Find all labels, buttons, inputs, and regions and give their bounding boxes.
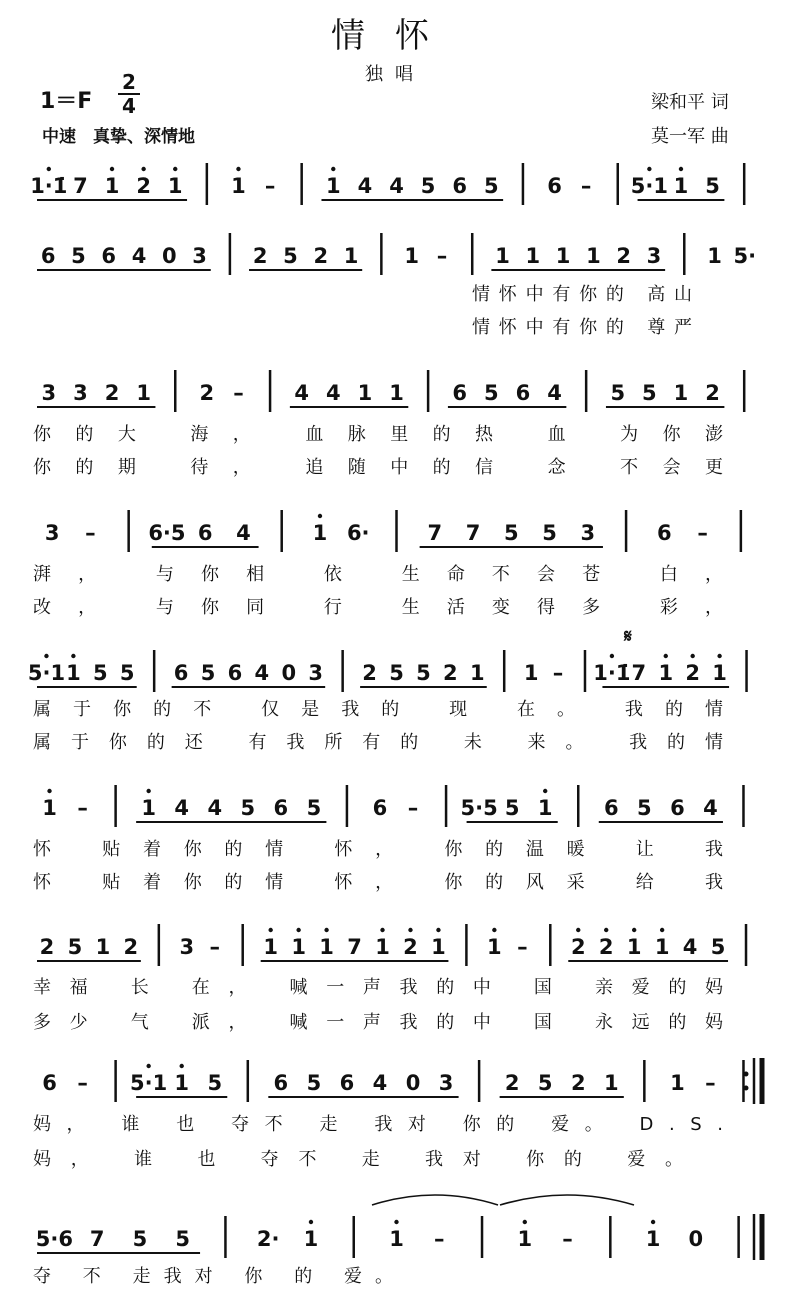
note: 1 bbox=[104, 174, 120, 198]
tie-arc bbox=[500, 1195, 634, 1205]
note: 2· bbox=[256, 1227, 280, 1251]
note: 1 bbox=[231, 174, 246, 198]
note: 2 bbox=[403, 935, 418, 959]
note: 1 bbox=[654, 935, 670, 959]
note: 1 bbox=[141, 796, 156, 820]
note: 6 bbox=[339, 1071, 355, 1095]
note: 0 bbox=[688, 1227, 704, 1251]
note: 5·1 bbox=[630, 174, 668, 198]
note: 6 bbox=[197, 521, 213, 545]
octave-dot bbox=[47, 167, 51, 171]
octave-dot bbox=[309, 1220, 313, 1224]
sustain-dash: – bbox=[233, 381, 244, 405]
note: 6 bbox=[515, 381, 531, 405]
repeat-dot bbox=[744, 1086, 749, 1091]
note: 2 bbox=[199, 381, 215, 405]
note: 5·5 bbox=[460, 796, 498, 820]
note: 1 bbox=[555, 244, 571, 268]
note: 1·1̇ bbox=[30, 174, 68, 198]
repeat-dot bbox=[744, 1072, 749, 1077]
note: 5 bbox=[642, 381, 657, 405]
note: 1 bbox=[42, 796, 57, 820]
octave-dot bbox=[660, 928, 664, 932]
note: 1 bbox=[136, 381, 151, 405]
lyric-verse-1: 夺 不 走我对 你 的 爱。 bbox=[33, 1266, 393, 1287]
note: 1 bbox=[95, 935, 111, 959]
note: 1 bbox=[66, 661, 81, 685]
note: 7 bbox=[631, 661, 647, 685]
octave-dot bbox=[173, 167, 177, 171]
song-title: 情怀 bbox=[331, 16, 459, 56]
note: 3 bbox=[179, 935, 195, 959]
note: 7 bbox=[73, 174, 88, 198]
note: 1 bbox=[658, 661, 674, 685]
note: 6 bbox=[452, 174, 468, 198]
note: 1 bbox=[495, 244, 510, 268]
octave-dot bbox=[141, 167, 145, 171]
sustain-dash: – bbox=[209, 935, 220, 959]
lyric-verse-2: 情怀中有你的 尊严 bbox=[472, 317, 692, 338]
note: 1 bbox=[357, 381, 373, 405]
note: 6 bbox=[273, 796, 289, 820]
note: 5·1 bbox=[27, 661, 66, 685]
note: 5 bbox=[306, 1071, 322, 1095]
note: 5· bbox=[733, 244, 757, 268]
note: 1 bbox=[319, 935, 334, 959]
note: 5 bbox=[503, 521, 519, 545]
note: 1 bbox=[389, 1227, 404, 1251]
note: 5 bbox=[67, 935, 83, 959]
note: 4 bbox=[547, 381, 562, 405]
note: 2 bbox=[598, 935, 614, 959]
note: 6·5 bbox=[148, 521, 186, 545]
octave-dot bbox=[180, 1064, 184, 1068]
time-numerator: 2 bbox=[122, 70, 136, 94]
note: 4 bbox=[682, 935, 698, 959]
note: 1 bbox=[626, 935, 642, 959]
note: 2 bbox=[705, 381, 720, 405]
note: 4 bbox=[207, 796, 223, 820]
note: 2 bbox=[504, 1071, 520, 1095]
note: 7 bbox=[427, 521, 443, 545]
octave-dot bbox=[380, 928, 384, 932]
note: 6 bbox=[603, 796, 619, 820]
octave-dot bbox=[543, 789, 547, 793]
note: 4 bbox=[236, 521, 251, 545]
note: 1 bbox=[523, 661, 539, 685]
note: 1 bbox=[517, 1227, 533, 1251]
note: 5 bbox=[240, 796, 256, 820]
note: 1 bbox=[263, 935, 278, 959]
octave-dot bbox=[394, 1220, 398, 1224]
note: 3 bbox=[41, 381, 57, 405]
note: 1 bbox=[167, 174, 183, 198]
lyric-verse-1: 妈， 谁 也 夺不 走 我对 你的 爱。 D.S. bbox=[33, 1114, 723, 1135]
note: 1 bbox=[487, 935, 502, 959]
sustain-dash: – bbox=[697, 521, 708, 545]
note: 5 bbox=[119, 661, 135, 685]
sustain-dash: – bbox=[562, 1227, 573, 1251]
note: 1 bbox=[603, 1071, 619, 1095]
note: 1 bbox=[291, 935, 306, 959]
note: 7 bbox=[465, 521, 481, 545]
note: 3 bbox=[44, 521, 60, 545]
note: 1 bbox=[404, 244, 419, 268]
note: 5 bbox=[132, 1227, 148, 1251]
note: 6 bbox=[173, 661, 189, 685]
composer-credit: 莫一军 曲 bbox=[651, 126, 729, 147]
sustain-dash: – bbox=[77, 1071, 88, 1095]
note: 2 bbox=[104, 381, 120, 405]
note: 2 bbox=[570, 935, 586, 959]
note: 6 bbox=[547, 174, 562, 198]
note: 0 bbox=[162, 244, 177, 268]
note: 5·6 bbox=[35, 1227, 73, 1251]
note: 5 bbox=[389, 661, 404, 685]
lyric-verse-1: 属于你的不 仅是我的 现 在。 我的情 bbox=[33, 699, 723, 720]
octave-dot bbox=[318, 514, 322, 518]
note: 5 bbox=[416, 661, 431, 685]
note: 3 bbox=[646, 244, 662, 268]
note: 1 bbox=[707, 244, 722, 268]
note: 5 bbox=[200, 661, 216, 685]
note: 1 bbox=[343, 244, 359, 268]
note: 5 bbox=[504, 796, 520, 820]
lyric-verse-2: 你的期 待， 追随中的信 念 不会更 bbox=[33, 457, 723, 478]
note: 6 bbox=[273, 1071, 289, 1095]
note: 6 bbox=[670, 796, 685, 820]
note: 6 bbox=[657, 521, 672, 545]
note: 2 bbox=[39, 935, 55, 959]
octave-dot bbox=[44, 654, 48, 658]
note: 1 bbox=[303, 1227, 319, 1251]
note: 4 bbox=[372, 1071, 388, 1095]
lyric-verse-1: 幸福 长 在， 喊一声我的中 国 亲爱的妈 bbox=[33, 977, 724, 998]
note: 5 bbox=[175, 1227, 190, 1251]
note: 4 bbox=[294, 381, 309, 405]
octave-dot bbox=[576, 928, 580, 932]
key-signature: 1＝F bbox=[40, 89, 93, 114]
sustain-dash: – bbox=[705, 1071, 716, 1095]
octave-dot bbox=[690, 654, 694, 658]
note: 4 bbox=[389, 174, 404, 198]
note: 5 bbox=[610, 381, 626, 405]
sustain-dash: – bbox=[517, 935, 528, 959]
sustain-dash: – bbox=[264, 174, 276, 198]
note: 1 bbox=[673, 174, 689, 198]
note: 5 bbox=[537, 1071, 553, 1095]
octave-dot bbox=[324, 928, 328, 932]
note: 2 bbox=[685, 661, 700, 685]
lyric-verse-2: 改， 与你同 行 生活变得多 彩， bbox=[33, 597, 723, 618]
note: 2 bbox=[443, 661, 458, 685]
octave-dot bbox=[523, 1220, 527, 1224]
note: 1 bbox=[469, 661, 485, 685]
sustain-dash: – bbox=[580, 174, 592, 198]
note: 3 bbox=[580, 521, 596, 545]
note: 6· bbox=[346, 521, 370, 545]
note: 1 bbox=[525, 244, 541, 268]
note: 0 bbox=[281, 661, 297, 685]
lyric-verse-2: 属于你的还 有我所有的 未 来。 我的情 bbox=[33, 732, 723, 753]
note: 1 bbox=[645, 1227, 661, 1251]
octave-dot bbox=[47, 789, 51, 793]
lyric-verse-1: 你的大 海， 血脉里的热 血 为你澎 bbox=[33, 424, 723, 445]
octave-dot bbox=[236, 167, 240, 171]
note: 5 bbox=[710, 935, 726, 959]
octave-dot bbox=[296, 928, 300, 932]
note: 3 bbox=[308, 661, 324, 685]
note: 6 bbox=[40, 244, 56, 268]
note: 2 bbox=[313, 244, 329, 268]
note: 4 bbox=[131, 244, 147, 268]
sustain-dash: – bbox=[77, 796, 88, 820]
lyric-verse-1: 情怀中有你的 高山 bbox=[472, 284, 692, 305]
octave-dot bbox=[717, 654, 721, 658]
note: 5 bbox=[207, 1071, 223, 1095]
note: 5 bbox=[93, 661, 108, 685]
note: 1 bbox=[537, 796, 553, 820]
note: 2 bbox=[570, 1071, 586, 1095]
lyricist-credit: 梁和平 词 bbox=[651, 92, 729, 113]
note: 5 bbox=[484, 174, 499, 198]
note: 5 bbox=[306, 796, 322, 820]
note: 1 bbox=[312, 521, 328, 545]
note: 1 bbox=[375, 935, 390, 959]
octave-dot bbox=[632, 928, 636, 932]
note: 2 bbox=[123, 935, 139, 959]
sustain-dash: – bbox=[552, 661, 564, 685]
note: 5 bbox=[542, 521, 557, 545]
note: 1 bbox=[431, 935, 446, 959]
note: 6 bbox=[101, 244, 117, 268]
note: 1 bbox=[389, 381, 404, 405]
sustain-dash: – bbox=[434, 1227, 445, 1251]
note: 0 bbox=[405, 1071, 421, 1095]
note: 1 bbox=[325, 174, 341, 198]
octave-dot bbox=[331, 167, 335, 171]
note: 1 bbox=[174, 1071, 190, 1095]
sustain-dash: – bbox=[85, 521, 96, 545]
note: 4 bbox=[703, 796, 718, 820]
octave-dot bbox=[408, 928, 412, 932]
segno-sign: 𝄋 bbox=[624, 626, 632, 647]
note: 1 bbox=[586, 244, 601, 268]
note: 5 bbox=[705, 174, 720, 198]
note: 2 bbox=[252, 244, 268, 268]
lyric-verse-1: 怀 贴着你的情 怀， 你的温暖 让 我 bbox=[33, 839, 723, 860]
octave-dot bbox=[71, 654, 75, 658]
octave-dot bbox=[436, 928, 440, 932]
octave-dot bbox=[651, 1220, 655, 1224]
note: 5 bbox=[71, 244, 86, 268]
octave-dot bbox=[604, 928, 608, 932]
note: 3 bbox=[192, 244, 207, 268]
note: 2 bbox=[616, 244, 631, 268]
lyric-verse-2: 多少 气 派， 喊一声我的中 国 永远的妈 bbox=[33, 1012, 724, 1033]
time-denominator: 4 bbox=[122, 94, 136, 118]
note: 1 bbox=[712, 661, 727, 685]
note: 7 bbox=[347, 935, 362, 959]
note: 6 bbox=[227, 661, 243, 685]
note: 3 bbox=[438, 1071, 454, 1095]
note: 5·1 bbox=[130, 1071, 168, 1095]
sustain-dash: – bbox=[436, 244, 448, 268]
note: 7 bbox=[89, 1227, 105, 1251]
note: 6 bbox=[452, 381, 468, 405]
note: 5 bbox=[484, 381, 499, 405]
note: 5 bbox=[283, 244, 298, 268]
octave-dot bbox=[679, 167, 683, 171]
octave-dot bbox=[664, 654, 668, 658]
sustain-dash: – bbox=[407, 796, 419, 820]
note: 4 bbox=[325, 381, 341, 405]
octave-dot bbox=[647, 167, 651, 171]
note: 4 bbox=[357, 174, 373, 198]
note: 1 bbox=[673, 381, 689, 405]
note: 1·1̇ bbox=[593, 661, 631, 685]
note: 4 bbox=[254, 661, 270, 685]
note: 2 bbox=[136, 174, 151, 198]
octave-dot bbox=[110, 167, 114, 171]
octave-dot bbox=[268, 928, 272, 932]
note: 4 bbox=[174, 796, 190, 820]
octave-dot bbox=[492, 928, 496, 932]
note: 6 bbox=[372, 796, 388, 820]
octave-dot bbox=[146, 1064, 150, 1068]
lyric-verse-2: 妈， 谁 也 夺不 走 我对 你的 爱。 bbox=[33, 1149, 683, 1170]
performance-type: 独唱 bbox=[365, 64, 425, 85]
note: 3 bbox=[73, 381, 88, 405]
note: 5 bbox=[637, 796, 652, 820]
note: 2 bbox=[362, 661, 377, 685]
note: 1 bbox=[670, 1071, 685, 1095]
tempo-marking: 中速 真挚、深情地 bbox=[42, 127, 195, 147]
note: 6 bbox=[42, 1071, 57, 1095]
tie-arc bbox=[372, 1195, 498, 1205]
note: 5 bbox=[420, 174, 436, 198]
lyric-verse-2: 怀 贴着你的情 怀， 你的风采 给 我 bbox=[33, 872, 723, 893]
octave-dot bbox=[610, 654, 614, 658]
lyric-verse-1: 湃， 与你相 依 生命不会苍 白， bbox=[33, 564, 723, 585]
octave-dot bbox=[146, 789, 150, 793]
